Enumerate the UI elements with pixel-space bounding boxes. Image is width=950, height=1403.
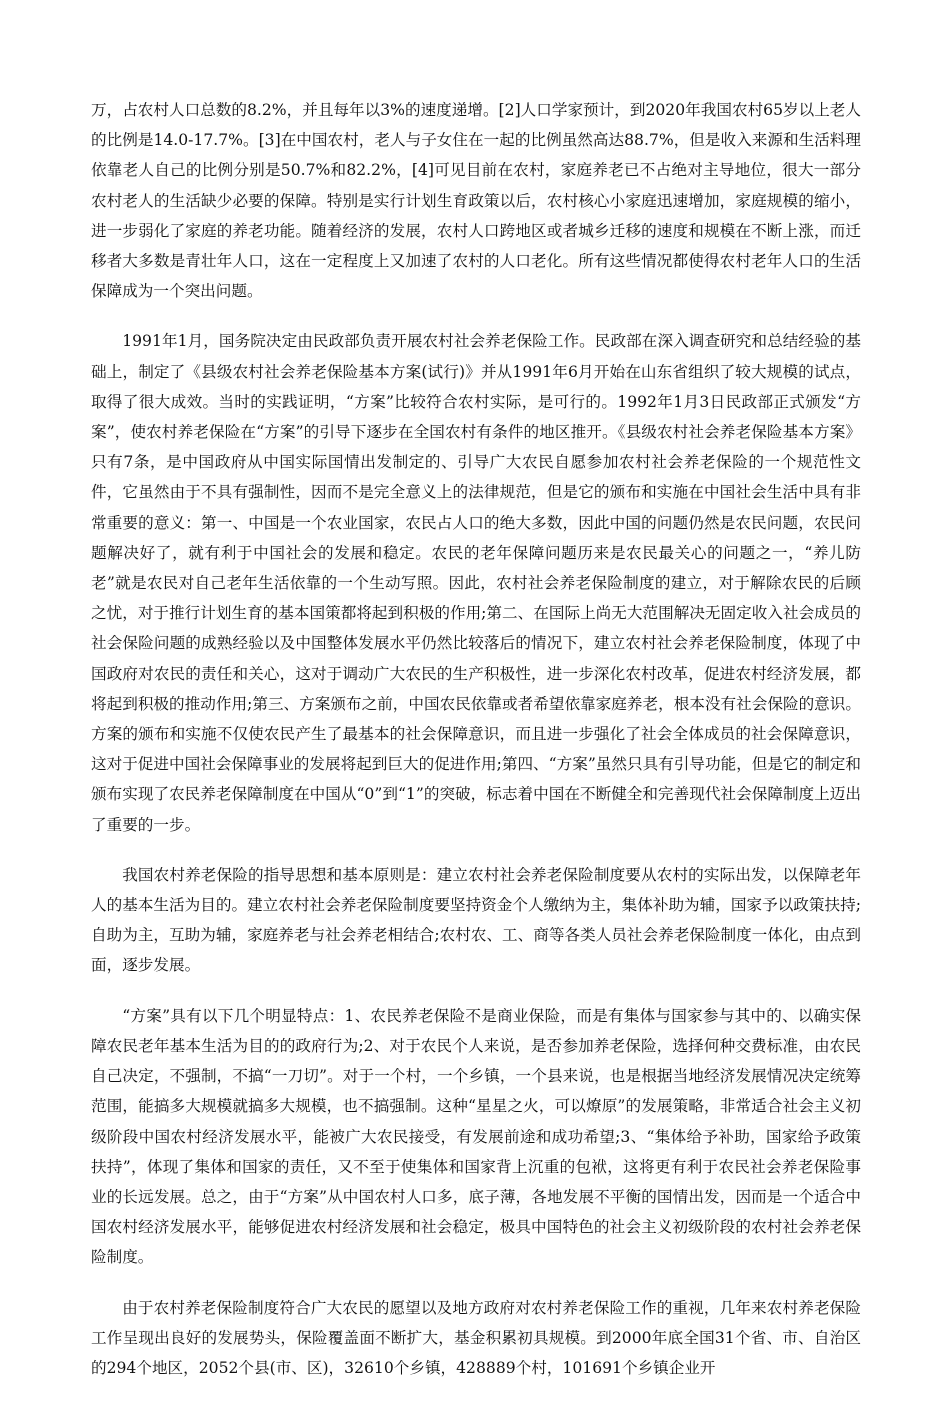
paragraph-guiding-principles: 我国农村养老保险的指导思想和基本原则是：建立农村社会养老保险制度要从农村的实际出发，以保障老年人的基本生活为目的。建立农村社会养老保险制度要坚持资金个人缴纳为主，集体补助为辅，国家予以政策扶持;自助为主，互助为辅，家庭养老与社会养老相结合;农村农、工、商等各类人员社会养老保险制度一体化，由点到面，逐步发展。 (91, 865, 861, 975)
paragraph-program-features: “方案”具有以下几个明显特点：1、农民养老保险不是商业保险，而是有集体与国家参与其中的、以确实保障农民老年基本生活为目的的政府行为;2、对于农民个人来说，是否参加养老保险，选择何种交费标准，由农民自己决定，不强制，不搞“一刀切”。对于一个村，一个乡镇，一个县来说，也是根据当地经济发展情况决定统筹范围，能搞多大规模就搞多大规模，也不搞强制。这种“星星之火，可以燎原”的发展策略，非常适合社会主义初级阶段中国农村经济发展水平，能被广大农民接受，有发展前途和成功希望;3、“集体给予补助，国家给予政策扶持”，体现了集体和国家的责任，又不至于使集体和国家背上沉重的包袱，这将更有利于农民社会养老保险事业的长远发展。总之，由于“方案”从中国农村人口多，底子薄，各地发展不平衡的国情出发，因而是一个适合中国农村经济发展水平，能够促进农村经济发展和社会稳定，极具中国特色的社会主义初级阶段的农村社会养老保险制度。 (91, 1006, 861, 1267)
paragraph-rural-aging: 万，占农村人口总数的8.2%，并且每年以3%的速度递增。[2]人口学家预计，到2020年我国农村65岁以上老人的比例是14.0-17.7%。[3]在中国农村，老人与子女住在一起的比例虽然高达88.7%，但是收入来源和生活料理依靠老人自己的比例分别是50.7%和82.2%，[4]可见目前在农村，家庭养老已不占绝对主导地位，很大一部分农村老人的生活缺少必要的保障。特别是实行计划生育政策以后，农村核心小家庭迅速增加，家庭规模的缩小，进一步弱化了家庭的养老功能。随着经济的发展，农村人口跨地区或者城乡迁移的速度和规模在不断上涨，而迁移者大多数是青壮年人口，这在一定程度上又加速了农村的人口老化。所有这些情况都使得农村老年人口的生活保障成为一个突出问题。 (91, 101, 861, 301)
paragraph-1991-program: 1991年1月，国务院决定由民政部负责开展农村社会养老保险工作。民政部在深入调查研究和总结经验的基础上，制定了《县级农村社会养老保险基本方案(试行)》并从1991年6月开始在山东省组织了较大规模的试点，取得了很大成效。当时的实践证明，“方案”比较符合农村实际，是可行的。1992年1月3日民政部正式颁发“方案”，使农村养老保险在“方案”的引导下逐步在全国农村有条件的地区推开。《县级农村社会养老保险基本方案》只有7条，是中国政府从中国实际国情出发制定的、引导广大农民自愿参加农村社会养老保险的一个规范性文件，它虽然由于不具有强制性，因而不是完全意义上的法律规范，但是它的颁布和实施在中国社会生活中具有非常重要的意义：第一、中国是一个农业国家，农民占人口的绝大多数，因此中国的问题仍然是农民问题，农民问题解决好了，就有利于中国社会的发展和稳定。农民的老年保障问题历来是农民最关心的问题之一，“养儿防老”就是农民对自己老年生活依靠的一个生动写照。因此，农村社会养老保险制度的建立，对于解除农民的后顾之忧，对于推行计划生育的基本国策都将起到积极的作用;第二、在国际上尚无大范围解决无固定收入社会成员的社会保险问题的成熟经验以及中国整体发展水平仍然比较落后的情况下，建立农村社会养老保险制度，体现了中国政府对农民的责任和关心，这对于调动广大农民的生产积极性，进一步深化农村改革，促进农村经济发展，都将起到积极的推动作用;第三、方案颁布之前，中国农民依靠或者希望依靠家庭养老，根本没有社会保险的意识。方案的颁布和实施不仅使农民产生了最基本的社会保障意识，而且进一步强化了社会全体成员的社会保障意识，这对于促进中国社会保障事业的发展将起到巨大的促进作用;第四、“方案”虽然只具有引导功能，但是它的制定和颁布实现了农民养老保障制度在中国从“0”到“1”的突破，标志着中国在不断健全和完善现代社会保障制度上迈出了重要的一步。 (91, 332, 861, 834)
paragraph-development-status: 由于农村养老保险制度符合广大农民的愿望以及地方政府对农村养老保险工作的重视，几年来农村养老保险工作呈现出良好的发展势头，保险覆盖面不断扩大，基金积累初具规模。到2000年底全国31个省、市、自治区的294个地区，2052个县(市、区)，32610个乡镇，428889个村，101691个乡镇企业开 (91, 1298, 861, 1377)
document-page (91, 95, 861, 1403)
